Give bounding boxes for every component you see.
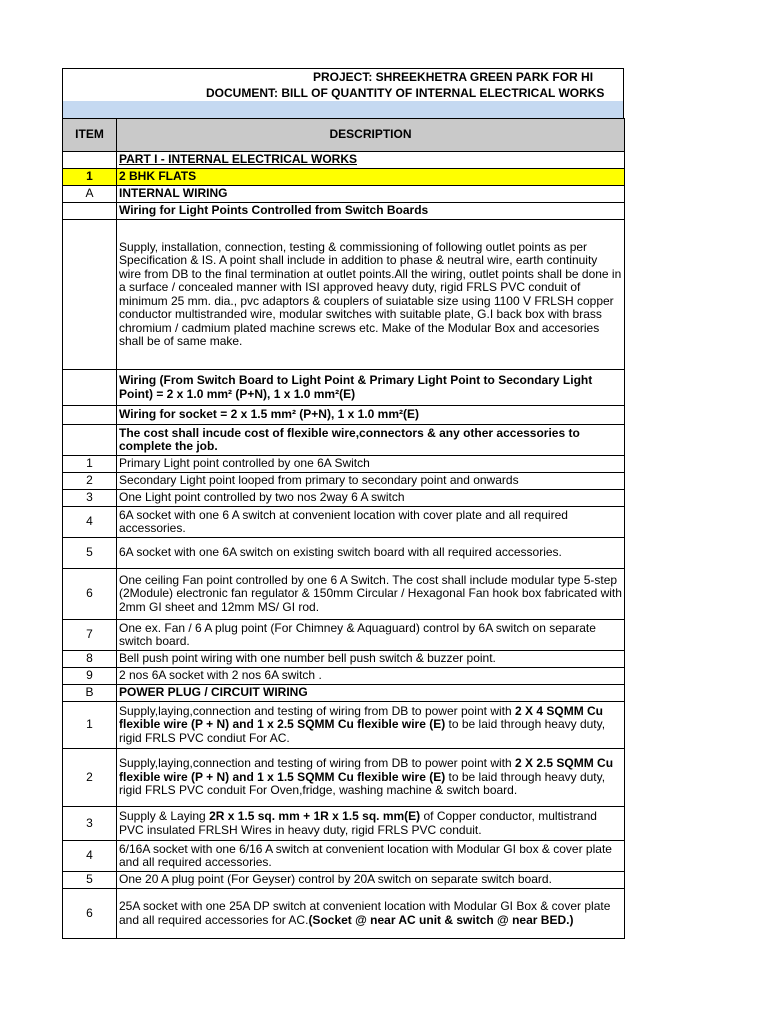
table-row — [63, 807, 625, 841]
item-description — [117, 749, 625, 807]
item-column-header: ITEM — [63, 119, 117, 152]
item-description: One 20 A plug point (For Geyser) control by 20A switch on separate switch board. — [117, 872, 625, 889]
item-number — [63, 370, 117, 406]
item-number: 3 — [63, 807, 117, 841]
section-heading: The cost shall incude cost of flexible wire,connectors & any other accessories to complete the job. — [117, 425, 625, 456]
item-number: 4 — [63, 507, 117, 538]
description-text: of Copper conductor, multistrand PVC insulated FRLSH Wires in heavy duty, rigid FRLS PVC conduit. — [119, 809, 597, 837]
table-row — [63, 702, 625, 749]
description-bold-text: 2R x 1.5 sq. mm + 1R x 1.5 sq. mm(E) — [209, 809, 421, 823]
table-row — [63, 872, 625, 889]
table-header-row — [63, 119, 625, 152]
item-number — [63, 152, 117, 169]
item-number: 6 — [63, 569, 117, 620]
description-column-header: DESCRIPTION — [117, 119, 625, 152]
item-description: 6A socket with one 6A switch on existing switch board with all required accessories. — [117, 538, 625, 569]
table-row — [63, 220, 625, 370]
description-text: Supply & Laying — [119, 809, 210, 823]
item-number: 4 — [63, 841, 117, 872]
item-number — [63, 406, 117, 425]
item-description: Secondary Light point looped from primary to secondary point and onwards — [117, 473, 625, 490]
document-title: DOCUMENT: BILL OF QUANTITY OF INTERNAL ELECTRICAL WORKS — [206, 86, 605, 100]
table-row — [63, 406, 625, 425]
section-heading: Wiring (From Switch Board to Light Point & Primary Light Point to Secondary Light Point) = 2 x 1.0 mm² (P+N), 1 x 1.0 mm²(E) — [117, 370, 625, 406]
table-row — [63, 169, 625, 186]
item-number: 9 — [63, 668, 117, 685]
table-row — [63, 425, 625, 456]
item-description: Bell push point wiring with one number bell push switch & buzzer point. — [117, 651, 625, 668]
description-text: 25A socket with one 25A DP switch at convenient location with Modular GI Box & cover plate and all required accessories for AC. — [119, 899, 611, 927]
item-number: B — [63, 685, 117, 702]
item-description: 6A socket with one 6 A switch at convenient location with cover plate and all required accessories. — [117, 507, 625, 538]
table-row — [63, 685, 625, 702]
section-heading: Wiring for socket = 2 x 1.5 mm² (P+N), 1 x 1.0 mm²(E) — [117, 406, 625, 425]
item-description — [117, 889, 625, 939]
item-number: 6 — [63, 889, 117, 939]
item-number: 1 — [63, 169, 117, 186]
table-row — [63, 538, 625, 569]
item-number: 3 — [63, 490, 117, 507]
boq-table — [62, 118, 625, 939]
table-row — [63, 889, 625, 939]
table-row — [63, 186, 625, 203]
table-row — [63, 620, 625, 651]
table-row — [63, 841, 625, 872]
item-description: Supply, installation, connection, testing & commissioning of following outlet points as per Specification & IS. A point shall include in addition to phase & neutral wire, earth continuity wire from DB to the final termination at outlet points.All the wiring, outlet points shall be done in a surface / concealed manner with ISI approved heavy duty, rigid FRLS PVC conduit of minimum 25 mm. dia., pvc adaptors & couplers of suiatable size using 1100 V FRLSH copper conductor multistranded wire, modular switches with suitable plate, G.I back box with brass chromium / cadmium plated machine screws etc. Make of the Modular Box and accesories shall be of same make. — [117, 220, 625, 370]
item-description — [117, 807, 625, 841]
table-row — [63, 749, 625, 807]
item-number: 5 — [63, 538, 117, 569]
description-bold-text: 2 X 2.5 SQMM Cu flexible wire (P + N) and 1 x 1.5 SQMM Cu flexible wire (E) — [119, 756, 614, 784]
section-heading: 2 BHK FLATS — [117, 169, 625, 186]
item-number: 1 — [63, 702, 117, 749]
description-text: to be laid through heavy duty, rigid FRLS PVC condiut For AC. — [119, 717, 606, 745]
section-heading: Wiring for Light Points Controlled from Switch Boards — [117, 203, 625, 220]
description-bold-text: (Socket @ near AC unit & switch @ near BED.) — [308, 912, 574, 927]
item-number: 2 — [63, 749, 117, 807]
table-row — [63, 456, 625, 473]
project-title: PROJECT: SHREEKHETRA GREEN PARK FOR HI — [313, 70, 594, 84]
item-number: 8 — [63, 651, 117, 668]
description-text: to be laid through heavy duty, rigid FRLS PVC conduit For Oven,fridge, washing machine & switch board. — [119, 769, 606, 798]
description-text: Supply,laying,connection and testing of wiring from DB to power point with — [119, 703, 515, 718]
boq-sheet — [62, 68, 624, 939]
description-bold-text: 2 X 4 SQMM Cu flexible wire (P + N) and 1 x 2.5 SQMM Cu flexible wire (E) — [119, 703, 604, 732]
item-number: 5 — [63, 872, 117, 889]
item-number — [63, 425, 117, 456]
table-row — [63, 203, 625, 220]
table-row — [63, 569, 625, 620]
item-description: 2 nos 6A socket with 2 nos 6A switch . — [117, 668, 625, 685]
table-row — [63, 370, 625, 406]
part-heading: PART I - INTERNAL ELECTRICAL WORKS — [117, 152, 625, 169]
item-description: Primary Light point controlled by one 6A Switch — [117, 456, 625, 473]
item-description — [117, 702, 625, 749]
table-row — [63, 152, 625, 169]
table-row — [63, 507, 625, 538]
item-number: 1 — [63, 456, 117, 473]
table-row — [63, 490, 625, 507]
table-row — [63, 668, 625, 685]
header-band — [62, 101, 624, 118]
item-description: One Light point controlled by two nos 2way 6 A switch — [117, 490, 625, 507]
section-heading: POWER PLUG / CIRCUIT WIRING — [117, 685, 625, 702]
item-number: 2 — [63, 473, 117, 490]
description-text: Supply,laying,connection and testing of wiring from DB to power point with — [119, 756, 515, 771]
item-number: A — [63, 186, 117, 203]
item-description: One ceiling Fan point controlled by one 6 A Switch. The cost shall include modular type 5-step (2Module) electronic fan regulator & 150mm Circular / Hexagonal Fan hook box fabricated with 2mm GI sheet and 12mm MS/ GI rod. — [117, 569, 625, 620]
table-row — [63, 473, 625, 490]
item-description: 6/16A socket with one 6/16 A switch at convenient location with Modular GI box & cover plate and all required accessories. — [117, 841, 625, 872]
item-description: One ex. Fan / 6 A plug point (For Chimney & Aquaguard) control by 6A switch on separate switch board. — [117, 620, 625, 651]
item-number — [63, 203, 117, 220]
item-number: 7 — [63, 620, 117, 651]
project-header — [62, 68, 624, 101]
table-row — [63, 651, 625, 668]
item-number — [63, 220, 117, 370]
section-heading: INTERNAL WIRING — [117, 186, 625, 203]
